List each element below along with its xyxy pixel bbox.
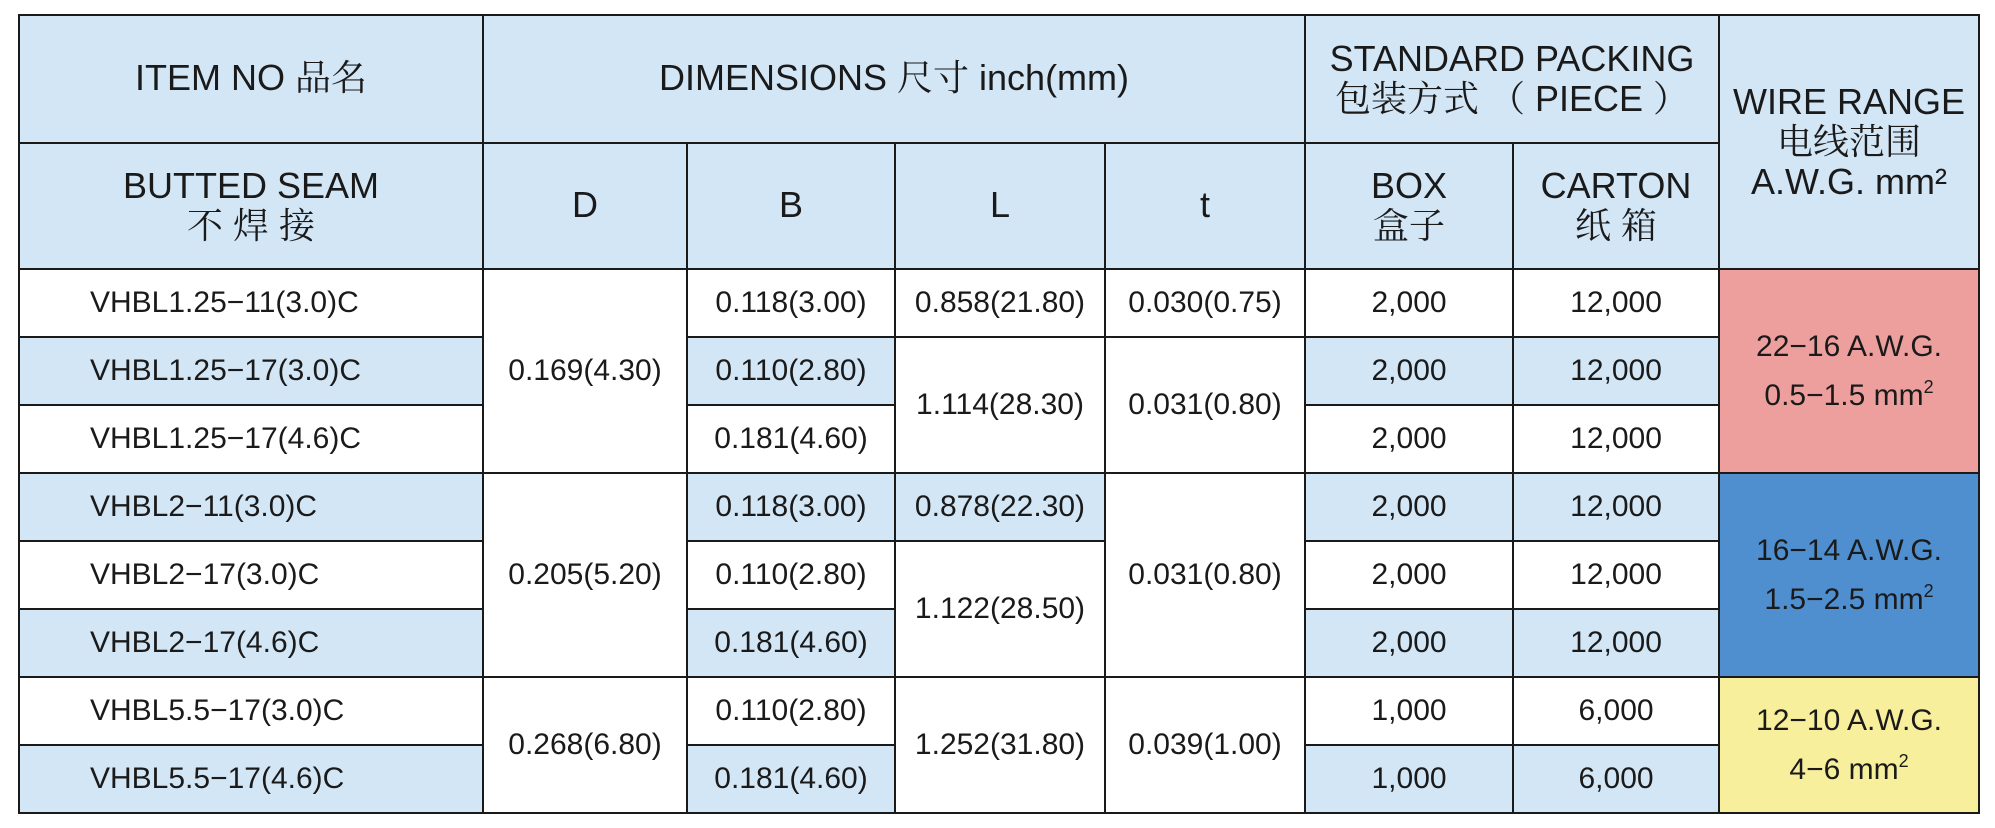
header-col-d: D — [483, 143, 687, 269]
carton-cell: 12,000 — [1513, 473, 1719, 541]
box-cell: 2,000 — [1305, 473, 1513, 541]
box-cn: 盒子 — [1373, 205, 1446, 246]
packing-label-cn: 包装方式 （ PIECE ） — [1335, 78, 1690, 119]
b-cell: 0.110(2.80) — [687, 337, 895, 405]
header-box — [1305, 143, 1513, 269]
item-cell: VHBL1.25−17(3.0)C — [19, 337, 483, 405]
d-cell: 0.268(6.80) — [483, 677, 687, 813]
table-row — [19, 473, 1979, 541]
table-row — [19, 337, 1979, 405]
item-cell: VHBL1.25−11(3.0)C — [19, 269, 483, 337]
carton-en: CARTON — [1540, 165, 1692, 206]
wire-range-awg: 16−14 A.W.G. — [1756, 533, 1942, 567]
wire-range-awg: 22−16 A.W.G. — [1756, 329, 1942, 363]
item-cell: VHBL1.25−17(4.6)C — [19, 405, 483, 473]
wire-range-mm: 0.5−1.5 mm — [1764, 378, 1924, 412]
wire-range-label-cn: 电线范围 — [1777, 121, 1922, 162]
t-cell: 0.030(0.75) — [1105, 269, 1305, 337]
packing-label-en: STANDARD PACKING — [1329, 38, 1695, 79]
item-cell: VHBL2−17(3.0)C — [19, 541, 483, 609]
wire-range-cell: 16−14 A.W.G. 1.5−2.5 $mm^2$ — [1719, 473, 1979, 677]
table-row — [19, 541, 1979, 609]
carton-cn: 纸 箱 — [1575, 205, 1658, 246]
b-cell: 0.110(2.80) — [687, 677, 895, 745]
carton-cell: 6,000 — [1513, 677, 1719, 745]
wire-range-label-en: WIRE RANGE — [1733, 81, 1966, 122]
carton-cell: 12,000 — [1513, 337, 1719, 405]
wire-range-label-unit: A.W.G. mm² — [1751, 161, 1948, 202]
carton-cell: 6,000 — [1513, 745, 1719, 813]
header-col-l: L — [895, 143, 1105, 269]
carton-cell: 12,000 — [1513, 541, 1719, 609]
l-cell: 1.114(28.30) — [895, 337, 1105, 473]
b-cell: 0.110(2.80) — [687, 541, 895, 609]
header-col-t: t — [1105, 143, 1305, 269]
d-cell: 0.169(4.30) — [483, 269, 687, 473]
header-carton — [1513, 143, 1719, 269]
spec-table — [18, 14, 1980, 814]
header-col-b: B — [687, 143, 895, 269]
header-item-no: ITEM NO 品名 — [19, 15, 483, 143]
box-cell: 2,000 — [1305, 405, 1513, 473]
header-butted-seam — [19, 143, 483, 269]
carton-cell: 12,000 — [1513, 269, 1719, 337]
wire-range-mm: 4−6 mm — [1789, 752, 1899, 786]
b-cell: 0.118(3.00) — [687, 473, 895, 541]
table-row — [19, 269, 1979, 337]
box-cell: 2,000 — [1305, 337, 1513, 405]
t-cell: 0.039(1.00) — [1105, 677, 1305, 813]
box-cell: 1,000 — [1305, 745, 1513, 813]
butted-seam-cn: 不 焊 接 — [186, 205, 315, 246]
item-cell: VHBL5.5−17(4.6)C — [19, 745, 483, 813]
wire-range-mm: 1.5−2.5 mm — [1764, 582, 1924, 616]
b-cell: 0.181(4.60) — [687, 609, 895, 677]
item-cell: VHBL5.5−17(3.0)C — [19, 677, 483, 745]
box-cell: 1,000 — [1305, 677, 1513, 745]
table-row — [19, 677, 1979, 745]
carton-cell: 12,000 — [1513, 405, 1719, 473]
l-cell: 0.858(21.80) — [895, 269, 1105, 337]
l-cell: 1.252(31.80) — [895, 677, 1105, 813]
wire-range-cell: 12−10 A.W.G. 4−6 $mm^2$ — [1719, 677, 1979, 813]
d-cell: 0.205(5.20) — [483, 473, 687, 677]
header-wire-range — [1719, 15, 1979, 269]
wire-range-cell: 22−16 A.W.G. 0.5−1.5 $mm^2$ — [1719, 269, 1979, 473]
item-cell: VHBL2−11(3.0)C — [19, 473, 483, 541]
wire-range-awg: 12−10 A.W.G. — [1756, 703, 1942, 737]
t-cell: 0.031(0.80) — [1105, 337, 1305, 473]
l-cell: 0.878(22.30) — [895, 473, 1105, 541]
butted-seam-en: BUTTED SEAM — [122, 165, 380, 206]
item-cell: VHBL2−17(4.6)C — [19, 609, 483, 677]
t-cell: 0.031(0.80) — [1105, 473, 1305, 677]
box-cell: 2,000 — [1305, 269, 1513, 337]
box-cell: 2,000 — [1305, 541, 1513, 609]
box-cell: 2,000 — [1305, 609, 1513, 677]
b-cell: 0.181(4.60) — [687, 745, 895, 813]
carton-cell: 12,000 — [1513, 609, 1719, 677]
b-cell: 0.181(4.60) — [687, 405, 895, 473]
b-cell: 0.118(3.00) — [687, 269, 895, 337]
header-standard-packing — [1305, 15, 1719, 143]
l-cell: 1.122(28.50) — [895, 541, 1105, 677]
box-en: BOX — [1371, 165, 1448, 206]
header-dimensions: DIMENSIONS 尺寸 inch(mm) — [483, 15, 1305, 143]
